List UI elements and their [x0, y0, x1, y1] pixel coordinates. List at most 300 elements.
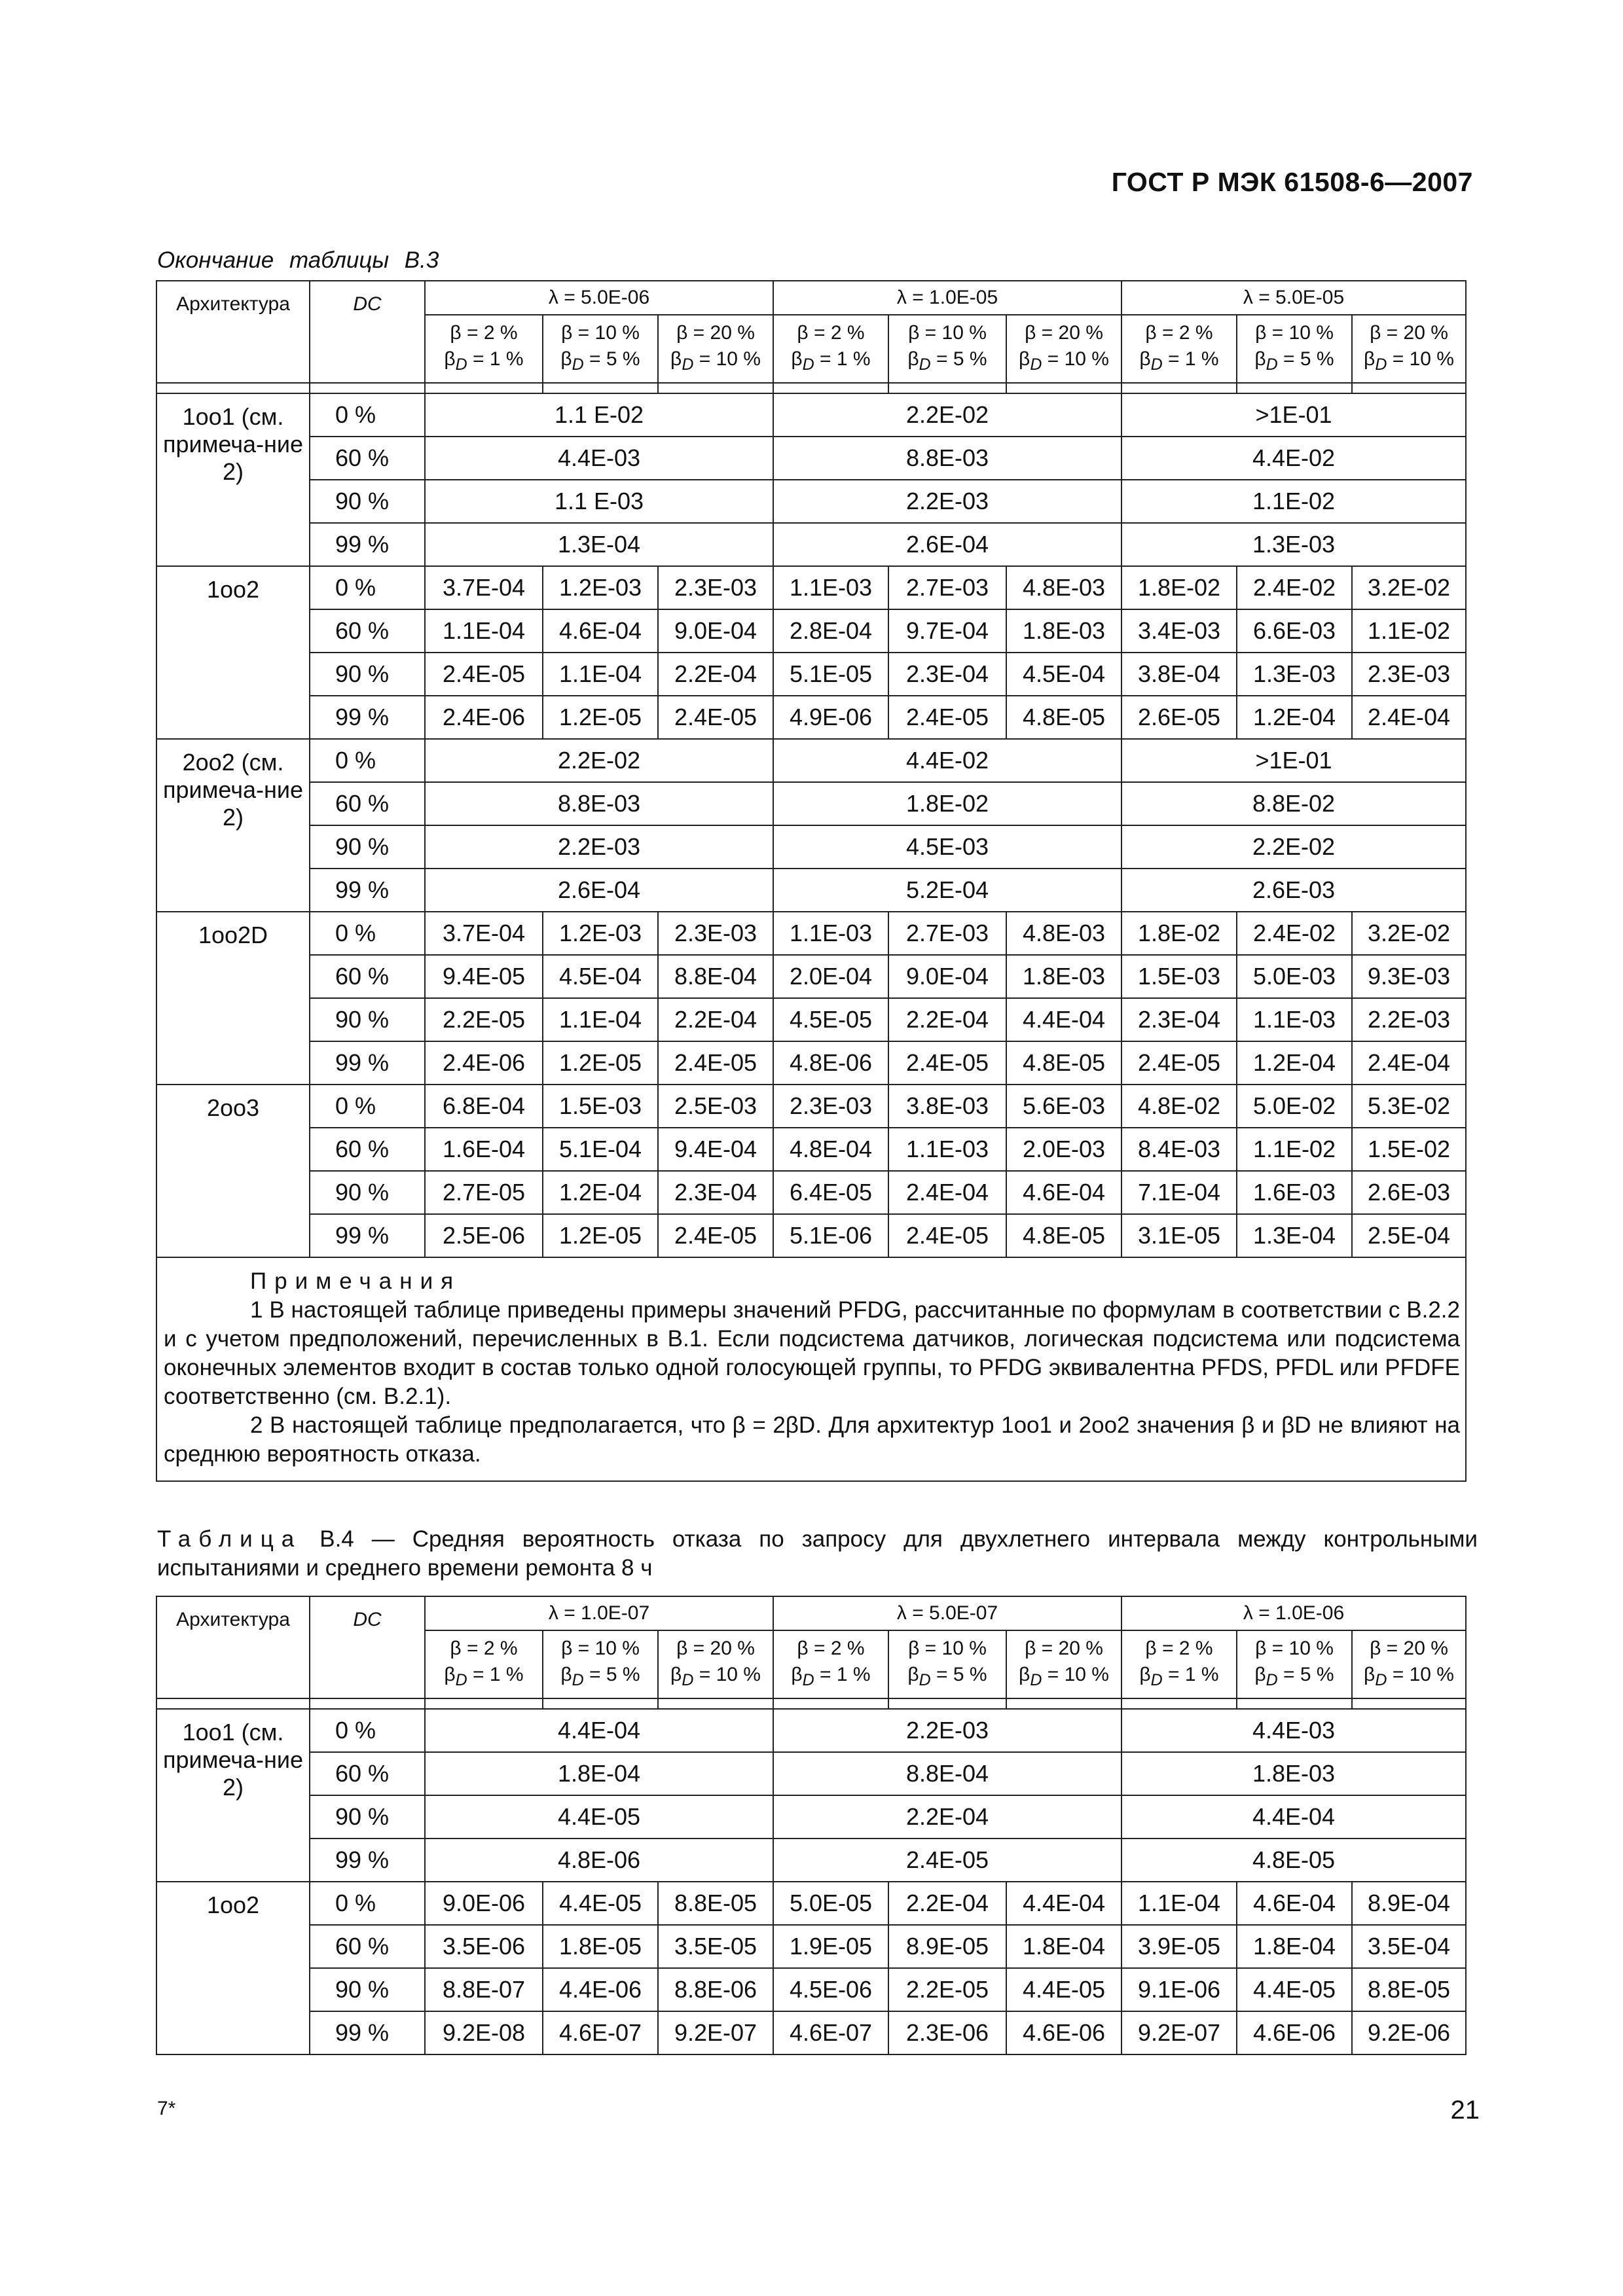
- value-cell: 2.2E-03: [773, 1709, 1122, 1752]
- beta-value: β = 2 %: [797, 322, 865, 344]
- dc-cell: 99 %: [310, 1041, 425, 1085]
- value-cell: 1.1E-02: [1352, 609, 1466, 653]
- separator-cell: [425, 1698, 543, 1709]
- value-cell: 2.0E-03: [1006, 1128, 1122, 1171]
- beta-value: β = 20 %: [676, 1638, 755, 1659]
- value-cell: 2.4E-05: [888, 1214, 1006, 1257]
- header-beta: [425, 1630, 543, 1698]
- value-cell: 5.6E-03: [1006, 1085, 1122, 1128]
- header-lambda: λ = 1.0E-05: [773, 281, 1122, 315]
- value-cell: 8.4E-03: [1122, 1128, 1237, 1171]
- table-row: [156, 393, 1466, 437]
- value-cell: 2.4E-05: [658, 1041, 773, 1085]
- dc-cell: 90 %: [310, 1171, 425, 1214]
- value-cell: 6.4E-05: [773, 1171, 888, 1214]
- beta-value: β = 20 %: [1025, 322, 1103, 344]
- value-cell: 2.2E-04: [888, 1882, 1006, 1925]
- value-cell: 2.3E-03: [658, 912, 773, 955]
- table-row: [156, 782, 1466, 825]
- beta-value: β = 10 %: [1255, 1638, 1334, 1659]
- value-cell: 3.4E-03: [1122, 609, 1237, 653]
- separator-cell: [425, 383, 543, 393]
- value-cell: 4.4E-05: [1006, 1968, 1122, 2011]
- value-cell: 4.4E-04: [1122, 1795, 1466, 1839]
- value-cell: 2.5E-03: [658, 1085, 773, 1128]
- beta-d-value: $\beta_D = 5$ %: [560, 1664, 640, 1689]
- value-cell: 4.6E-07: [773, 2011, 888, 2054]
- value-cell: 4.5E-04: [1006, 653, 1122, 696]
- beta-value: β = 2 %: [1145, 1638, 1213, 1659]
- value-cell: 2.2E-05: [888, 1968, 1006, 2011]
- header-dc: DC: [310, 1596, 425, 1698]
- value-cell: 1.3E-03: [1122, 523, 1466, 566]
- value-cell: 3.5E-04: [1352, 1925, 1466, 1968]
- separator-cell: [1006, 1698, 1122, 1709]
- value-cell: 2.2E-04: [888, 998, 1006, 1041]
- dc-cell: 60 %: [310, 437, 425, 480]
- separator-cell: [543, 1698, 658, 1709]
- value-cell: 2.6E-04: [773, 523, 1122, 566]
- value-cell: 9.2E-07: [658, 2011, 773, 2054]
- value-cell: 2.4E-06: [425, 696, 543, 739]
- value-cell: 1.2E-05: [543, 1214, 658, 1257]
- value-cell: 9.2E-07: [1122, 2011, 1237, 2054]
- value-cell: 2.6E-04: [425, 869, 773, 912]
- value-cell: 1.3E-04: [1237, 1214, 1352, 1257]
- value-cell: 3.5E-06: [425, 1925, 543, 1968]
- value-cell: 2.4E-04: [888, 1171, 1006, 1214]
- value-cell: 1.9E-05: [773, 1925, 888, 1968]
- value-cell: 2.3E-03: [1352, 653, 1466, 696]
- table-row: [156, 1752, 1466, 1795]
- value-cell: 1.8E-02: [1122, 912, 1237, 955]
- dc-cell: 0 %: [310, 393, 425, 437]
- value-cell: 8.8E-06: [658, 1968, 773, 2011]
- value-cell: 2.2E-02: [1122, 825, 1466, 869]
- table-row: [156, 480, 1466, 523]
- value-cell: 4.9E-06: [773, 696, 888, 739]
- value-cell: 4.8E-03: [1006, 912, 1122, 955]
- value-cell: 2.5E-04: [1352, 1214, 1466, 1257]
- value-cell: 1.8E-03: [1006, 955, 1122, 998]
- value-cell: 1.2E-05: [543, 696, 658, 739]
- value-cell: 2.6E-05: [1122, 696, 1237, 739]
- value-cell: 2.4E-02: [1237, 912, 1352, 955]
- value-cell: 4.4E-04: [1006, 1882, 1122, 1925]
- dc-cell: 99 %: [310, 2011, 425, 2054]
- value-cell: 4.6E-06: [1237, 2011, 1352, 2054]
- dc-cell: 60 %: [310, 955, 425, 998]
- value-cell: 4.8E-04: [773, 1128, 888, 1171]
- header-beta: [1006, 315, 1122, 383]
- architecture-cell: 2oo2 (см. примеча-ние 2): [156, 739, 310, 912]
- beta-d-value: $\beta_D = 5$ %: [1254, 348, 1334, 374]
- value-cell: 2.3E-03: [773, 1085, 888, 1128]
- beta-value: β = 2 %: [1145, 322, 1213, 344]
- separator-cell: [1006, 383, 1122, 393]
- value-cell: 3.5E-05: [658, 1925, 773, 1968]
- dc-cell: 60 %: [310, 782, 425, 825]
- value-cell: 2.5E-06: [425, 1214, 543, 1257]
- dc-cell: 0 %: [310, 912, 425, 955]
- dc-cell: 60 %: [310, 1752, 425, 1795]
- separator-cell: [310, 383, 425, 393]
- value-cell: 1.1E-04: [543, 653, 658, 696]
- value-cell: 8.8E-03: [773, 437, 1122, 480]
- separator-cell: [888, 1698, 1006, 1709]
- value-cell: 4.8E-03: [1006, 566, 1122, 609]
- table-row: [156, 998, 1466, 1041]
- header-beta: [1352, 1630, 1466, 1698]
- beta-d-value: $\beta_D = 10$ %: [1364, 1664, 1454, 1689]
- beta-value: β = 20 %: [676, 322, 755, 344]
- value-cell: 2.2E-04: [658, 998, 773, 1041]
- dc-cell: 90 %: [310, 1795, 425, 1839]
- architecture-cell: 1oo1 (см. примеча-ние 2): [156, 393, 310, 566]
- value-cell: 2.2E-04: [658, 653, 773, 696]
- value-cell: 4.4E-02: [773, 739, 1122, 782]
- value-cell: 4.8E-06: [773, 1041, 888, 1085]
- value-cell: 2.4E-05: [1122, 1041, 1237, 1085]
- value-cell: 5.1E-04: [543, 1128, 658, 1171]
- value-cell: 2.3E-04: [1122, 998, 1237, 1041]
- value-cell: 4.4E-05: [543, 1882, 658, 1925]
- value-cell: 4.8E-05: [1006, 696, 1122, 739]
- value-cell: >1E-01: [1122, 739, 1466, 782]
- table-row: [156, 1709, 1466, 1752]
- value-cell: 2.3E-04: [658, 1171, 773, 1214]
- value-cell: 9.0E-04: [888, 955, 1006, 998]
- value-cell: 1.8E-04: [425, 1752, 773, 1795]
- table-row: [156, 739, 1466, 782]
- dc-cell: 90 %: [310, 653, 425, 696]
- value-cell: 1.1E-04: [543, 998, 658, 1041]
- value-cell: 9.4E-04: [658, 1128, 773, 1171]
- value-cell: 2.2E-04: [773, 1795, 1122, 1839]
- separator-cell: [773, 383, 888, 393]
- value-cell: 3.7E-04: [425, 912, 543, 955]
- value-cell: 2.4E-04: [1352, 696, 1466, 739]
- value-cell: 2.4E-05: [888, 1041, 1006, 1085]
- value-cell: 7.1E-04: [1122, 1171, 1237, 1214]
- value-cell: 2.2E-03: [1352, 998, 1466, 1041]
- beta-d-value: $\beta_D = 5$ %: [907, 348, 987, 374]
- table-row: [156, 1085, 1466, 1128]
- value-cell: 8.9E-04: [1352, 1882, 1466, 1925]
- value-cell: 1.1E-03: [888, 1128, 1006, 1171]
- value-cell: 2.4E-05: [425, 653, 543, 696]
- table-row: [156, 653, 1466, 696]
- table-row: [156, 1882, 1466, 1925]
- header-beta: [773, 315, 888, 383]
- architecture-cell: 1oo2D: [156, 912, 310, 1085]
- value-cell: 2.2E-03: [425, 825, 773, 869]
- value-cell: 1.2E-03: [543, 912, 658, 955]
- value-cell: 8.8E-04: [773, 1752, 1122, 1795]
- header-beta: [425, 315, 543, 383]
- value-cell: 1.1 E-03: [425, 480, 773, 523]
- beta-value: β = 2 %: [450, 1638, 518, 1659]
- table-row: [156, 609, 1466, 653]
- value-cell: 8.8E-05: [658, 1882, 773, 1925]
- value-cell: 2.6E-03: [1122, 869, 1466, 912]
- value-cell: 1.8E-02: [1122, 566, 1237, 609]
- table-row: [156, 1968, 1466, 2011]
- separator-cell: [1122, 383, 1237, 393]
- beta-value: β = 20 %: [1370, 1638, 1448, 1659]
- value-cell: 4.4E-02: [1122, 437, 1466, 480]
- table-b4-caption-prefix: Таблица: [157, 1526, 302, 1552]
- value-cell: 1.6E-04: [425, 1128, 543, 1171]
- beta-value: β = 20 %: [1025, 1638, 1103, 1659]
- value-cell: 4.5E-03: [773, 825, 1122, 869]
- value-cell: 4.8E-05: [1006, 1214, 1122, 1257]
- value-cell: 5.0E-03: [1237, 955, 1352, 998]
- dc-cell: 90 %: [310, 998, 425, 1041]
- value-cell: 2.7E-03: [888, 566, 1006, 609]
- table-b3: [156, 280, 1467, 1482]
- dc-cell: 0 %: [310, 1085, 425, 1128]
- separator-cell: [658, 1698, 773, 1709]
- header-lambda: λ = 5.0E-07: [773, 1596, 1122, 1630]
- value-cell: 2.3E-03: [658, 566, 773, 609]
- value-cell: 1.8E-02: [773, 782, 1122, 825]
- separator-cell: [1352, 383, 1466, 393]
- beta-d-value: $\beta_D = 10$ %: [670, 348, 761, 374]
- value-cell: 1.5E-03: [1122, 955, 1237, 998]
- value-cell: 8.9E-05: [888, 1925, 1006, 1968]
- value-cell: 1.2E-05: [543, 1041, 658, 1085]
- header-beta: [1122, 315, 1237, 383]
- value-cell: 9.4E-05: [425, 955, 543, 998]
- dc-cell: 99 %: [310, 696, 425, 739]
- beta-value: β = 10 %: [908, 1638, 987, 1659]
- table-row: [156, 696, 1466, 739]
- dc-cell: 99 %: [310, 869, 425, 912]
- value-cell: 8.8E-03: [425, 782, 773, 825]
- value-cell: 4.6E-04: [1006, 1171, 1122, 1214]
- separator-cell: [773, 1698, 888, 1709]
- table-row: [156, 523, 1466, 566]
- value-cell: 6.6E-03: [1237, 609, 1352, 653]
- value-cell: 2.8E-04: [773, 609, 888, 653]
- value-cell: 2.2E-05: [425, 998, 543, 1041]
- separator-cell: [543, 383, 658, 393]
- beta-value: β = 10 %: [561, 322, 640, 344]
- value-cell: 3.8E-04: [1122, 653, 1237, 696]
- value-cell: 3.2E-02: [1352, 566, 1466, 609]
- beta-d-value: $\beta_D = 10$ %: [1019, 348, 1109, 374]
- value-cell: 5.0E-05: [773, 1882, 888, 1925]
- table-row: [156, 1041, 1466, 1085]
- beta-d-value: $\beta_D = 1$ %: [1139, 348, 1219, 374]
- separator-cell: [658, 383, 773, 393]
- table-row: [156, 912, 1466, 955]
- dc-cell: 90 %: [310, 1968, 425, 2011]
- dc-cell: 90 %: [310, 480, 425, 523]
- table-row: [156, 955, 1466, 998]
- value-cell: 5.2E-04: [773, 869, 1122, 912]
- value-cell: 1.8E-05: [543, 1925, 658, 1968]
- table-continuation-caption: Окончание таблицы В.3: [157, 247, 439, 273]
- architecture-cell: 1oo2: [156, 566, 310, 739]
- value-cell: 4.4E-04: [425, 1709, 773, 1752]
- value-cell: 2.4E-05: [773, 1839, 1122, 1882]
- header-beta: [1006, 1630, 1122, 1698]
- value-cell: 8.8E-07: [425, 1968, 543, 2011]
- dc-cell: 99 %: [310, 1839, 425, 1882]
- table-row: [156, 2011, 1466, 2054]
- value-cell: 2.7E-03: [888, 912, 1006, 955]
- header-beta: [1237, 315, 1352, 383]
- value-cell: 3.9E-05: [1122, 1925, 1237, 1968]
- value-cell: 1.2E-03: [543, 566, 658, 609]
- header-beta: [888, 315, 1006, 383]
- separator-cell: [156, 1698, 310, 1709]
- header-architecture: Архитектура: [156, 1596, 310, 1698]
- footer-mark: 7*: [157, 2098, 176, 2119]
- value-cell: 3.2E-02: [1352, 912, 1466, 955]
- value-cell: 2.2E-02: [773, 393, 1122, 437]
- value-cell: 9.1E-06: [1122, 1968, 1237, 2011]
- beta-value: β = 10 %: [1255, 322, 1334, 344]
- table-row: [156, 1839, 1466, 1882]
- header-lambda: λ = 5.0E-05: [1122, 281, 1466, 315]
- header-beta: [773, 1630, 888, 1698]
- value-cell: 3.7E-04: [425, 566, 543, 609]
- beta-d-value: $\beta_D = 5$ %: [907, 1664, 987, 1689]
- value-cell: 2.2E-03: [773, 480, 1122, 523]
- value-cell: 4.6E-06: [1006, 2011, 1122, 2054]
- value-cell: 2.6E-03: [1352, 1171, 1466, 1214]
- value-cell: 1.3E-03: [1237, 653, 1352, 696]
- value-cell: 2.3E-06: [888, 2011, 1006, 2054]
- header-beta: [1352, 315, 1466, 383]
- value-cell: 4.4E-05: [1237, 1968, 1352, 2011]
- dc-cell: 0 %: [310, 1882, 425, 1925]
- value-cell: 4.8E-02: [1122, 1085, 1237, 1128]
- value-cell: 3.8E-03: [888, 1085, 1006, 1128]
- value-cell: 2.4E-05: [658, 696, 773, 739]
- dc-cell: 60 %: [310, 609, 425, 653]
- value-cell: 1.2E-04: [1237, 1041, 1352, 1085]
- value-cell: 5.3E-02: [1352, 1085, 1466, 1128]
- separator-cell: [888, 383, 1006, 393]
- value-cell: 2.4E-05: [888, 696, 1006, 739]
- value-cell: 3.1E-05: [1122, 1214, 1237, 1257]
- value-cell: 1.8E-04: [1237, 1925, 1352, 1968]
- value-cell: 4.6E-04: [543, 609, 658, 653]
- dc-cell: 99 %: [310, 523, 425, 566]
- note-2: 2 В настоящей таблице предполагается, что β = 2βD. Для архитектур 1oo1 и 2oo2 значения β и βD не влияют на среднюю вероятность отказа.: [164, 1412, 1460, 1467]
- value-cell: 4.6E-07: [543, 2011, 658, 2054]
- beta-d-value: $\beta_D = 1$ %: [791, 1664, 871, 1689]
- dc-cell: 0 %: [310, 1709, 425, 1752]
- table-b4-caption: [157, 1525, 1478, 1583]
- architecture-cell: 1oo1 (см. примеча-ние 2): [156, 1709, 310, 1882]
- value-cell: 2.4E-06: [425, 1041, 543, 1085]
- value-cell: 6.8E-04: [425, 1085, 543, 1128]
- value-cell: 4.4E-06: [543, 1968, 658, 2011]
- header-lambda: λ = 5.0E-06: [425, 281, 773, 315]
- value-cell: 5.1E-05: [773, 653, 888, 696]
- notes-row: [156, 1257, 1466, 1481]
- dc-cell: 0 %: [310, 566, 425, 609]
- dc-cell: 0 %: [310, 739, 425, 782]
- value-cell: 1.5E-02: [1352, 1128, 1466, 1171]
- value-cell: 1.8E-04: [1006, 1925, 1122, 1968]
- separator-cell: [1237, 383, 1352, 393]
- value-cell: 4.5E-06: [773, 1968, 888, 2011]
- notes-cell: [156, 1257, 1466, 1481]
- beta-d-value: $\beta_D = 1$ %: [444, 348, 524, 374]
- header-lambda: λ = 1.0E-06: [1122, 1596, 1466, 1630]
- table-row: [156, 1795, 1466, 1839]
- table-row: [156, 1214, 1466, 1257]
- value-cell: 5.1E-06: [773, 1214, 888, 1257]
- header-beta: [658, 1630, 773, 1698]
- value-cell: 4.4E-03: [1122, 1709, 1466, 1752]
- note-1: 1 В настоящей таблице приведены примеры значений PFDG, рассчитанные по формулам в соответствии с В.2.2 и с учетом предположений, перечисленных в В.1. Если подсистема датчиков, логическая подсистема или подсистема оконечных элементов входит в состав только одной голосующей группы, то PFDG эквивалентна PFDS, PFDL или PFDFE соответственно (см. В.2.1).: [164, 1297, 1460, 1409]
- value-cell: 4.8E-05: [1122, 1839, 1466, 1882]
- notes-title: Примечания: [250, 1268, 462, 1294]
- architecture-cell: 2oo3: [156, 1085, 310, 1257]
- dc-cell: 90 %: [310, 825, 425, 869]
- header-beta: [543, 1630, 658, 1698]
- dc-cell: 60 %: [310, 1925, 425, 1968]
- value-cell: 4.4E-04: [1006, 998, 1122, 1041]
- value-cell: 2.0E-04: [773, 955, 888, 998]
- value-cell: >1E-01: [1122, 393, 1466, 437]
- value-cell: 2.4E-05: [658, 1214, 773, 1257]
- value-cell: 4.5E-04: [543, 955, 658, 998]
- value-cell: 1.3E-04: [425, 523, 773, 566]
- beta-value: β = 2 %: [450, 322, 518, 344]
- value-cell: 9.3E-03: [1352, 955, 1466, 998]
- dc-cell: 99 %: [310, 1214, 425, 1257]
- table-b4: [156, 1596, 1467, 2055]
- header-beta: [543, 315, 658, 383]
- value-cell: 8.8E-05: [1352, 1968, 1466, 2011]
- value-cell: 8.8E-02: [1122, 782, 1466, 825]
- separator-cell: [1237, 1698, 1352, 1709]
- value-cell: 1.5E-03: [543, 1085, 658, 1128]
- table-row: [156, 825, 1466, 869]
- page-number: 21: [1450, 2096, 1480, 2125]
- table-b4-caption-text: В.4 — Средняя вероятность отказа по запросу для двухлетнего интервала между контрольными испытаниями и среднего времени ремонта 8 ч: [157, 1526, 1478, 1581]
- value-cell: 1.1E-02: [1122, 480, 1466, 523]
- table-row: [156, 1925, 1466, 1968]
- table-row: [156, 869, 1466, 912]
- value-cell: 1.8E-03: [1006, 609, 1122, 653]
- header-beta: [888, 1630, 1006, 1698]
- value-cell: 2.4E-02: [1237, 566, 1352, 609]
- value-cell: 1.2E-04: [1237, 696, 1352, 739]
- value-cell: 1.2E-04: [543, 1171, 658, 1214]
- value-cell: 1.1 E-02: [425, 393, 773, 437]
- value-cell: 1.1E-04: [1122, 1882, 1237, 1925]
- value-cell: 2.7E-05: [425, 1171, 543, 1214]
- document-header: ГОСТ Р МЭК 61508-6—2007: [1111, 167, 1473, 197]
- beta-value: β = 10 %: [908, 322, 987, 344]
- header-beta: [658, 315, 773, 383]
- value-cell: 5.0E-02: [1237, 1085, 1352, 1128]
- header-architecture: Архитектура: [156, 281, 310, 383]
- beta-d-value: $\beta_D = 5$ %: [1254, 1664, 1334, 1689]
- value-cell: 4.8E-05: [1006, 1041, 1122, 1085]
- value-cell: 4.8E-06: [425, 1839, 773, 1882]
- table-row: [156, 566, 1466, 609]
